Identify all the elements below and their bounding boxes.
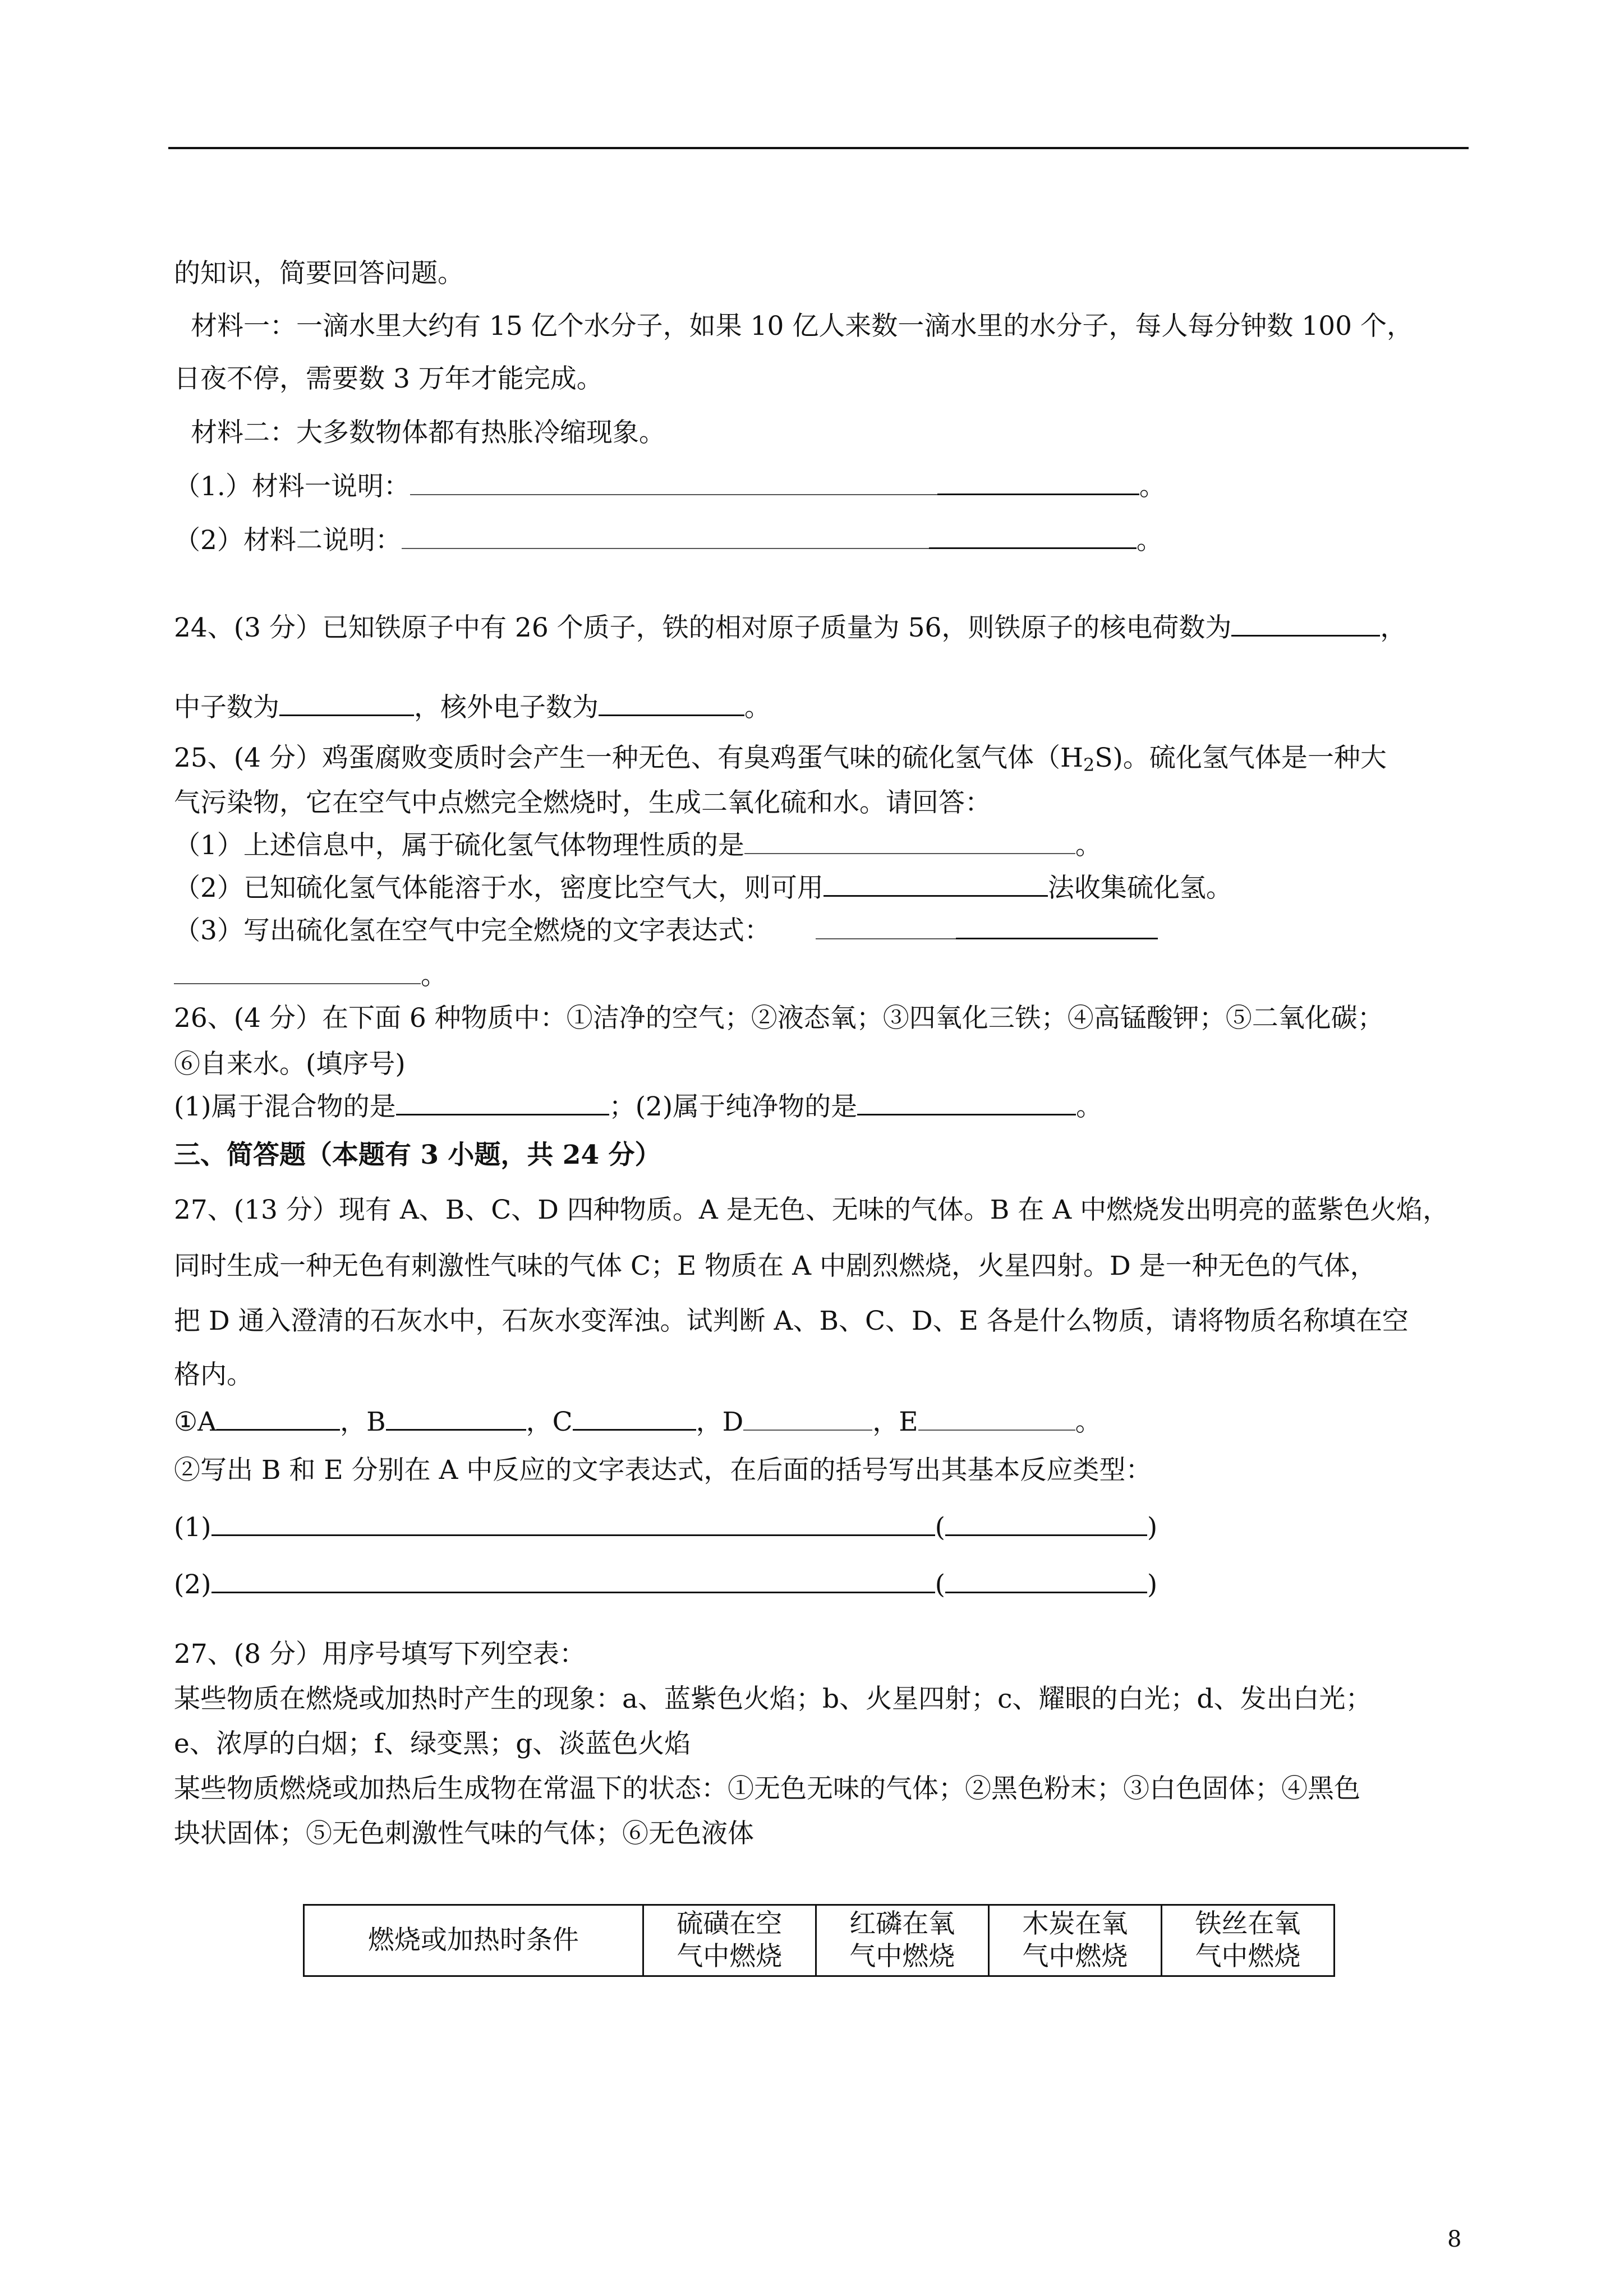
answer-blank[interactable] (174, 961, 421, 984)
answer-e-blank[interactable] (918, 1407, 1075, 1431)
table-header-condition: 燃烧或加热时条件 (304, 1905, 643, 1976)
q27-line1: 27、(13 分）现有 A、B、C、D 四种物质。A 是无色、无味的气体。B 在 A 中燃烧发出明亮的蓝紫色火焰， (174, 1195, 1450, 1225)
answer-c-blank[interactable] (573, 1407, 696, 1431)
answer-blank[interactable] (929, 525, 1137, 549)
answer-blank[interactable] (823, 873, 1048, 897)
answer-b-blank[interactable] (386, 1407, 526, 1431)
reaction-type-blank[interactable] (945, 1569, 1147, 1593)
q25-line2: 气污染物，它在空气中点燃完全燃烧时，生成二氧化硫和水。请回答： (174, 787, 991, 818)
q26-line1: 26、(4 分）在下面 6 种物质中：①洁净的空气；②液态氧；③四氧化三铁；④高锰酸钾；⑤二氧化碳； (174, 1003, 1384, 1034)
intro-text: 的知识，简要回答问题。 (174, 258, 464, 289)
nuclear-charge-blank[interactable] (1231, 612, 1380, 637)
q23-part1: （1.）材料一说明： 。 (174, 471, 1166, 502)
equation-blank[interactable] (211, 1512, 935, 1536)
neutron-count-blank[interactable] (279, 692, 414, 716)
q27-part2: ②写出 B 和 E 分别在 A 中反应的文字表达式，在后面的括号写出其基本反应类型： (174, 1455, 1152, 1486)
q27-line2: 同时生成一种无色有刺激性气味的气体 C；E 物质在 A 中剧烈燃烧，火星四射。D 是一种无色的气体， (174, 1251, 1377, 1281)
answer-a-blank[interactable] (217, 1407, 340, 1431)
q27-line4: 格内。 (174, 1359, 253, 1390)
answer-blank[interactable] (956, 915, 1158, 939)
reaction-type-blank[interactable] (945, 1512, 1147, 1536)
table-header-iron-wire: 铁丝在氧 气中燃烧 (1161, 1905, 1334, 1976)
mixture-blank[interactable] (396, 1091, 609, 1115)
q25-line1: 25、(4 分）鸡蛋腐败变质时会产生一种无色、有臭鸡蛋气味的硫化氢气体$(H_2S)$。硫化氢气体是一种大 (174, 743, 1387, 776)
equation-one: (1) ( ) (174, 1512, 1158, 1543)
q23-part2: （2）材料二说明： 。 (174, 525, 1163, 556)
q26-line3: (1)属于混合物的是 ；(2)属于纯净物的是 。 (174, 1091, 1103, 1122)
q26-line2: ⑥自来水。(填序号) (174, 1049, 406, 1080)
material-one-line1: 材料一：一滴水里大约有 15 亿个水分子，如果 10 亿人来数一滴水里的水分子，每人每分钟数 100 个， (191, 311, 1413, 342)
answer-d-blank[interactable] (743, 1407, 872, 1431)
q28-line2: 某些物质在燃烧或加热时产生的现象：a、蓝紫色火焰；b、火星四射；c、耀眼的白光；d、发出白光； (174, 1684, 1372, 1714)
q25-part1: （1）上述信息中，属于硫化氢气体物理性质的是 。 (174, 830, 1102, 861)
q24-line2: 中子数为 ，核外电子数为 。 (174, 692, 771, 723)
answer-blank[interactable] (402, 525, 929, 549)
answer-blank[interactable] (410, 472, 937, 495)
answer-blank[interactable] (816, 916, 956, 939)
table-header-phosphorus: 红磷在氧 气中燃烧 (816, 1905, 988, 1976)
q24-line1: 24、(3 分）已知铁原子中有 26 个质子，铁的相对原子质量为 56，则铁原子的核电荷数为 ， (174, 612, 1407, 643)
page-number: 8 (1447, 2226, 1462, 2252)
equation-blank[interactable] (211, 1569, 935, 1593)
material-one-line2: 日夜不停，需要数 3 万年才能完成。 (174, 363, 603, 394)
table-header-sulfur: 硫磺在空 气中燃烧 (643, 1905, 816, 1976)
q25-part2: （2）已知硫化氢气体能溶于水，密度比空气大，则可用 法收集硫化氢。 (174, 873, 1232, 903)
q28-line1: 27、(8 分）用序号填写下列空表： (174, 1639, 586, 1670)
q27-line3: 把 D 通入澄清的石灰水中，石灰水变浑浊。试判断 A、B、C、D、E 各是什么物质，请将物质名称填在空 (174, 1306, 1409, 1336)
q28-line5: 块状固体；⑤无色刺激性气味的气体；⑥无色液体 (174, 1818, 754, 1849)
q28-line3: e、浓厚的白烟；f、绿变黑；g、淡蓝色火焰 (174, 1728, 691, 1759)
answer-blank[interactable] (937, 471, 1139, 495)
q25-part3: （3）写出硫化氢在空气中完全燃烧的文字表达式： (174, 914, 1158, 948)
q27-answers: ①A ，B ，C ，D ，E 。 (174, 1407, 1102, 1437)
material-two: 材料二：大多数物体都有热胀冷缩现象。 (191, 417, 665, 448)
q25-part3-cont: 。 (174, 959, 447, 993)
q28-line4: 某些物质燃烧或加热后生成物在常温下的状态：①无色无味的气体；②黑色粉末；③白色固体；④黑色 (174, 1773, 1360, 1804)
table-header-charcoal: 木炭在氧 气中燃烧 (988, 1905, 1161, 1976)
combustion-table (303, 1904, 1335, 1977)
electron-count-blank[interactable] (599, 692, 744, 716)
pure-substance-blank[interactable] (857, 1091, 1076, 1115)
answer-blank[interactable] (744, 831, 1075, 854)
table-row (304, 1905, 1335, 1976)
equation-two: (2) ( ) (174, 1569, 1158, 1600)
header-rule (168, 147, 1469, 149)
section-three-heading: 三、简答题（本题有 3 小题，共 24 分） (174, 1140, 661, 1170)
